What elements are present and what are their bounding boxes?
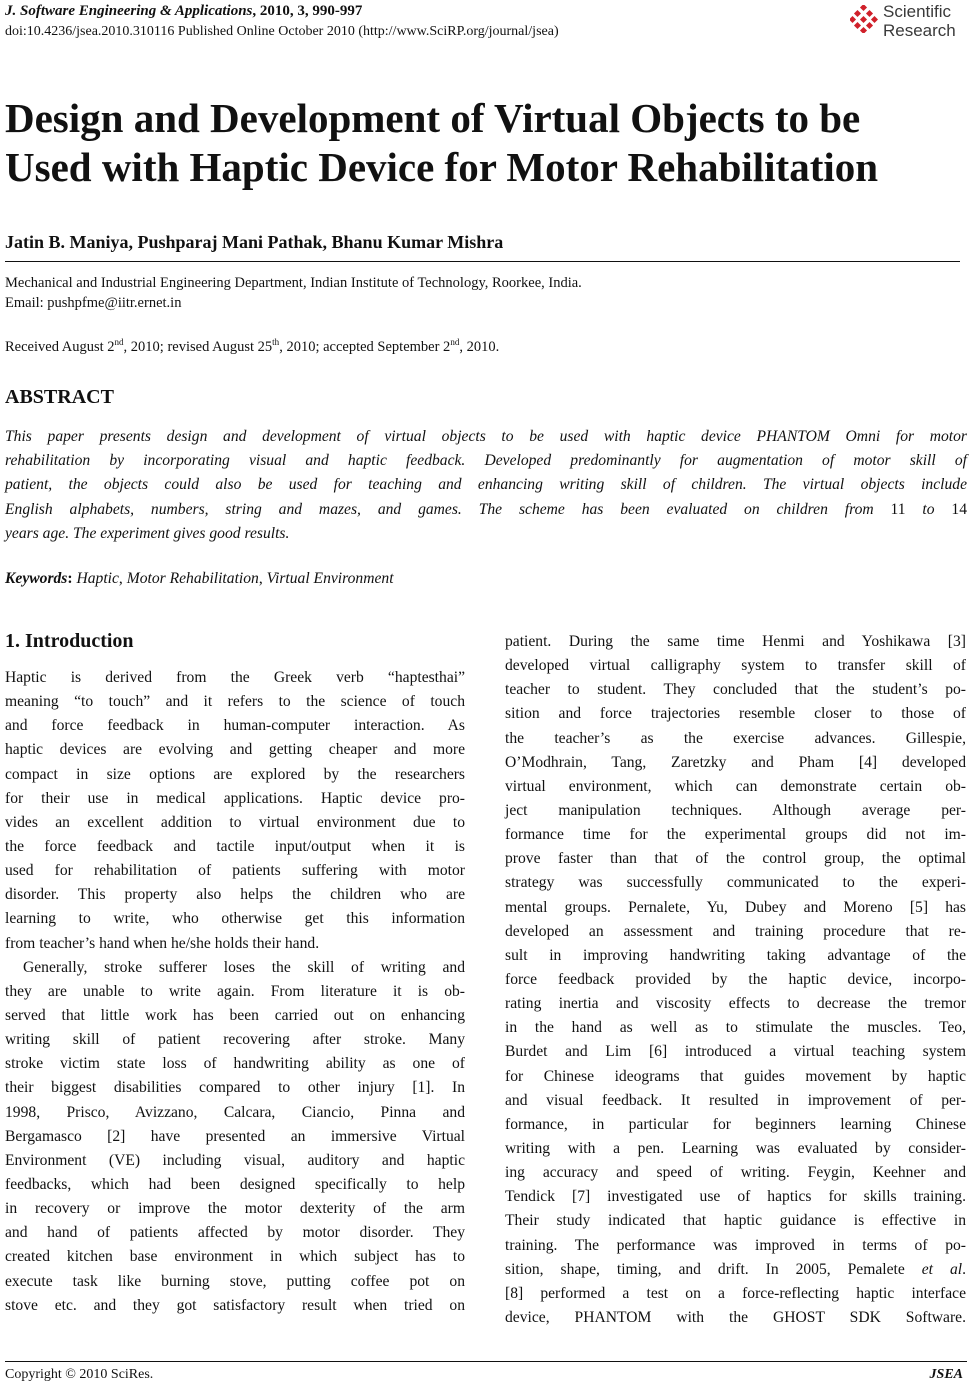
body-line: for Chinese ideograms that guides movement by haptic [505, 1067, 966, 1085]
body-line: ing accuracy and speed of writing. Feygin, Keehner and [505, 1164, 966, 1182]
body-line: ject manipulation techniques. Although average per- [505, 801, 966, 819]
revised-text: , 2010; revised August 25 [123, 339, 273, 355]
body-line: and visual feedback. It resulted in improvement of per- [505, 1091, 966, 1109]
copyright: Copyright © 2010 SciRes. [5, 1367, 154, 1382]
body-line: for their use in medical applications. Haptic device pro- [5, 789, 465, 807]
body-line: used for rehabilitation of patients suffering with motor [5, 862, 465, 880]
body-line: mental groups. Pernalete, Yu, Dubey and Moreno [5] has [505, 898, 966, 916]
age-min: 11 [890, 500, 906, 518]
right-column-body [505, 630, 966, 1330]
year-text: , 2010. [459, 339, 500, 355]
body-line: in recovery or improve the motor dexterity of the arm [5, 1200, 465, 1218]
footer-divider [5, 1361, 967, 1362]
body-line: rating inertia and viscosity effects to decrease the tremor [505, 995, 966, 1013]
abstract-line: This paper presents design and development of virtual objects to be used with haptic device PHANTOM Omni for motor [5, 428, 967, 445]
body-line: in the hand as well as to stimulate the muscles. Teo, [505, 1019, 966, 1037]
body-line: sition and force trajectories resemble closer to those of [505, 705, 966, 723]
abstract-line [5, 498, 967, 522]
doi-line: doi:10.4236/jsea.2010.310116 Published Online October 2010 (http://www.SciRP.org/journal/jsea) [5, 24, 559, 39]
body-line: feedbacks, which had been designed specifically to help [5, 1175, 465, 1193]
keywords-label: Keywords [5, 570, 68, 587]
keyword-separator: , [118, 570, 127, 587]
body-line: virtual environment, which can demonstrate certain ob- [505, 777, 966, 795]
journal-citation-line [5, 3, 362, 20]
title-line: Used with Haptic Device for Motor Rehabilitation [5, 144, 879, 190]
body-line: teacher to student. They concluded that the student’s po- [505, 681, 966, 699]
body-line: meaning “to touch” and it refers to the science of touch [5, 693, 465, 711]
logo-word-scientific: Scientific [883, 2, 952, 21]
body-line: learning to write, who otherwise get this information [5, 910, 465, 928]
body-line: Burdet and Lim [6] introduced a virtual teaching system [505, 1043, 966, 1061]
body-line: and hand of patients affected by motor disorder. They [5, 1224, 465, 1242]
ordinal-suffix: nd [114, 337, 124, 347]
body-text: sition, shape, timing, and drift. In 2005, Pemalete [505, 1260, 922, 1278]
abstract-text: English alphabets, numbers, string and mazes, and games. The scheme has been evaluated on children from [5, 500, 891, 518]
keywords-colon: : [67, 570, 77, 587]
abstract-text: to [905, 500, 952, 518]
body-line: Generally, stroke sufferer loses the skill of writing and [23, 958, 465, 976]
body-line: compact in size options are explored by the researchers [5, 765, 465, 783]
body-line: haptic devices are evolving and getting cheaper and more [5, 741, 465, 759]
ordinal-suffix: nd [450, 337, 460, 347]
body-line: formance, in particular for beginners learning Chinese [505, 1115, 966, 1133]
publisher-logo [850, 2, 968, 42]
body-line: the force feedback and tactile input/output when it is [5, 837, 465, 855]
body-line: stove etc. and they got satisfactory result when tried on [5, 1296, 465, 1314]
affiliation: Mechanical and Industrial Engineering Department, Indian Institute of Technology, Roorkee, India. [5, 275, 582, 291]
scirp-logo-icon [850, 5, 878, 33]
body-line: vides an excellent addition to virtual environment due to [5, 813, 465, 831]
body-line: disorder. This property also helps the children who are [5, 886, 465, 904]
author-email: Email: pushpfme@iitr.ernet.in [5, 295, 182, 311]
abstract-line: rehabilitation by incorporating visual and haptic feedback. Developed predominantly for augmentation of motor skill of [5, 452, 967, 470]
body-line: sult in improving handwriting taking advantage of the [505, 946, 966, 964]
body-line: stroke victim state loss of handwriting ability as one of [5, 1055, 465, 1073]
body-line: from teacher’s hand when he/she holds their hand. [5, 934, 320, 952]
body-line: and force feedback in human-computer interaction. As [5, 717, 465, 735]
body-line: the teacher’s as the exercise advances. Gillespie, [505, 729, 966, 747]
body-line: execute task like burning stove, putting coffee pot on [5, 1272, 465, 1290]
et-al: et al [921, 1260, 963, 1278]
age-max: 14 [951, 500, 967, 518]
body-line: patient. During the same time Henmi and Yoshikawa [3] [505, 633, 966, 650]
body-line: O’Modhrain, Tang, Zaretzky and Pham [4] developed [505, 753, 966, 771]
body-line [505, 1258, 966, 1282]
body-line: device, PHANTOM with the GHOST SDK Software. [505, 1308, 966, 1326]
body-line: developed an assessment and training procedure that re- [505, 922, 966, 940]
abstract-heading: ABSTRACT [5, 386, 114, 408]
abstract-line: years age. The experiment gives good results. [5, 524, 290, 542]
left-column-body [5, 666, 465, 1318]
journal-name: J. Software Engineering & Applications [5, 3, 253, 19]
body-line: formance time for the experimental groups did not im- [505, 826, 966, 844]
body-line: Haptic is derived from the Greek verb “haptesthai” [5, 669, 465, 686]
title-line: Design and Development of Virtual Objects to be [5, 95, 861, 141]
body-line: served that little work has been carried out on enhancing [5, 1006, 465, 1024]
body-line: force feedback provided by the haptic device, incorpo- [505, 970, 966, 988]
header-divider [5, 261, 960, 262]
paper-title [5, 94, 965, 192]
body-line: writing skill of patient recovering after stroke. Many [5, 1031, 465, 1049]
body-line: training. The performance was improved in terms of po- [505, 1236, 966, 1254]
received-dates [5, 337, 499, 356]
journal-volume: , 2010, 3, 990-997 [252, 3, 363, 19]
section-heading-introduction: 1. Introduction [5, 630, 134, 652]
body-text: . [962, 1260, 966, 1278]
body-line: strategy was successfully communicated to the experi- [505, 874, 966, 892]
body-line: [8] performed a test on a force-reflecting haptic interface [505, 1284, 966, 1302]
ordinal-suffix: th [272, 337, 280, 347]
logo-word-research: Research [883, 21, 956, 40]
body-line: 1998, Prisco, Avizzano, Calcara, Ciancio, Pinna and [5, 1103, 465, 1121]
abstract-body [5, 425, 967, 546]
body-line: Environment (VE) including visual, auditory and haptic [5, 1151, 465, 1169]
keyword: Motor Rehabilitation [126, 570, 259, 587]
keyword: Haptic [76, 570, 119, 587]
body-line: their biggest disabilities compared to other injury [1]. In [5, 1079, 465, 1097]
received-text: Received August 2 [5, 339, 115, 355]
abstract-line: patient, the objects could also be used for teaching and enhancing writing skill of children. The virtual objects include [5, 476, 967, 494]
keyword-separator: , [258, 570, 267, 587]
body-line: they are unable to write again. From literature it is ob- [5, 982, 465, 1000]
body-line: prove faster than that of the control group, the optimal [505, 850, 966, 868]
body-line: Their study indicated that haptic guidance is effective in [505, 1212, 966, 1230]
body-line: developed virtual calligraphy system to transfer skill of [505, 657, 966, 675]
author-list: Jatin B. Maniya, Pushparaj Mani Pathak, Bhanu Kumar Mishra [5, 232, 504, 252]
body-line: writing with a pen. Learning was evaluated by consider- [505, 1139, 966, 1157]
body-line: Bergamasco [2] have presented an immersive Virtual [5, 1127, 465, 1145]
keyword: Virtual Environment [266, 570, 394, 587]
body-line: created kitchen base environment in which subject has to [5, 1248, 465, 1266]
keywords [5, 570, 394, 588]
footer-journal-abbrev: JSEA [929, 1367, 963, 1382]
body-line: Tendick [7] investigated use of haptics for skills training. [505, 1188, 966, 1206]
accepted-text: , 2010; accepted September 2 [279, 339, 451, 355]
